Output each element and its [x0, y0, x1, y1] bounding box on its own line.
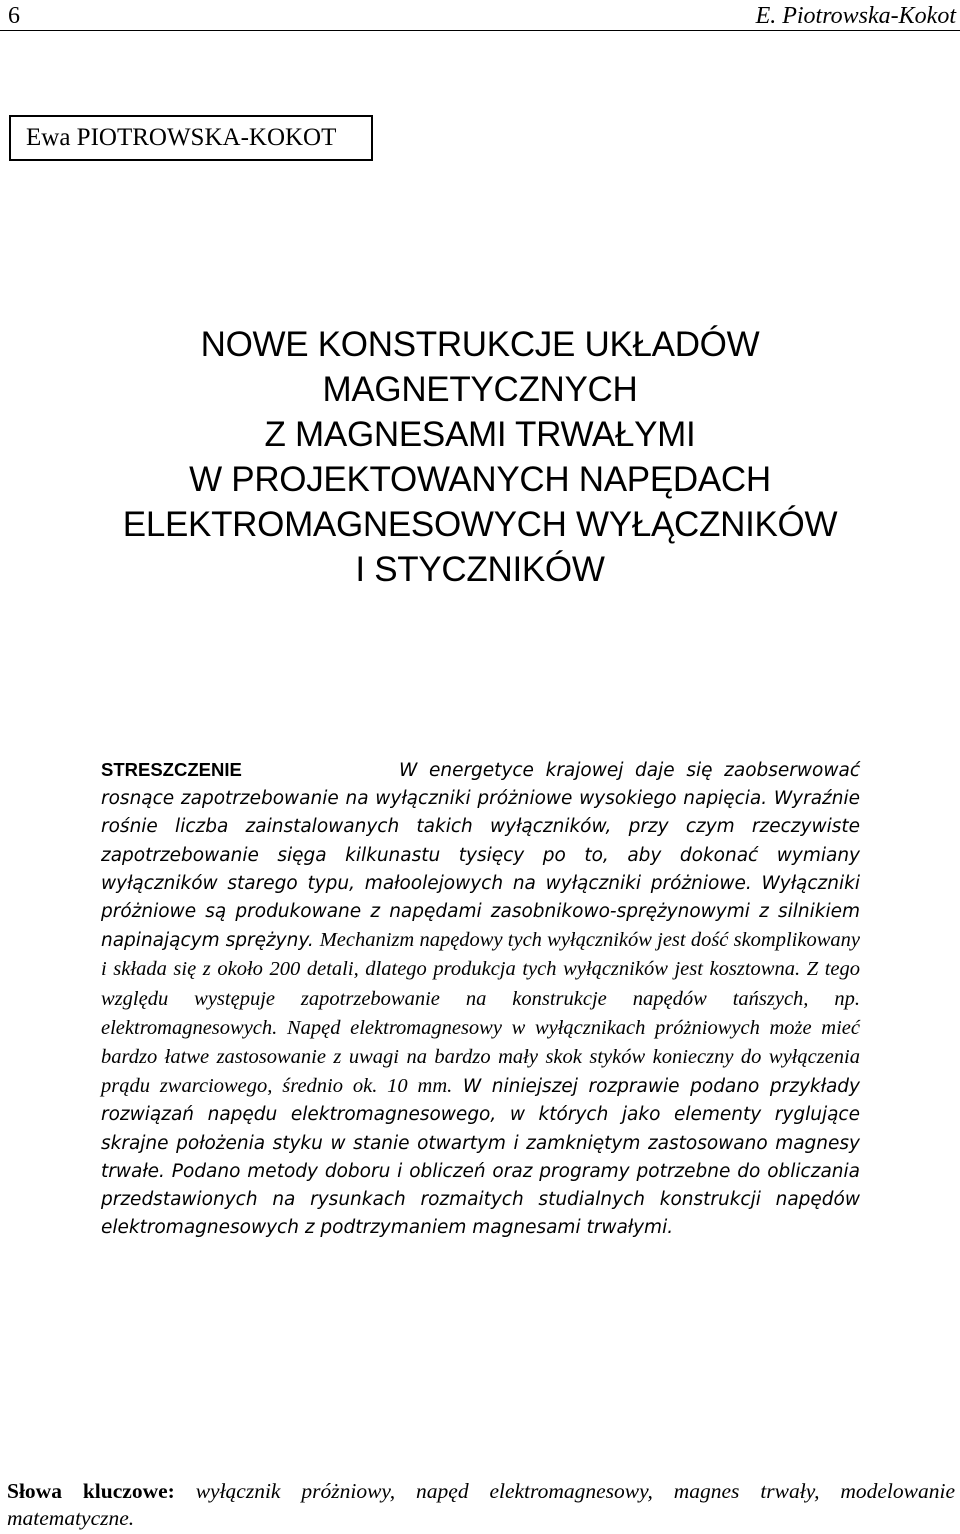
- abstract-text-part3: W niniejszej rozprawie podano przykłady rozwiązań napędu elektromagnesowego, w których jako elementy ryglujące skrajne położenia styku w stanie otwartym i zamkniętym zastosowano magnesy trwałe.: [101, 1076, 860, 1182]
- running-head: E. Piotrowska-Kokot: [755, 3, 956, 29]
- keywords-text: wyłącznik próżniowy, napęd elektromagnesowy, magnes trwały, modelowanie matematyczne.: [7, 1479, 955, 1530]
- title-line: NOWE KONSTRUKCJE UKŁADÓW: [200, 325, 760, 364]
- abstract-text-part1: W energetyce krajowej daje się zaobserwować rosnące zapotrzebowanie na wyłączniki próżniowe wysokiego napięcia. Wyraźnie rośnie liczba zainstalowanych takich wyłączników, przy czym rzeczywiste zapotrzebowanie sięga kilkunastu tysięcy po to, aby dokonać wymiany wyłączników starego typu, małoolejowych na wyłączniki próżniowe. Wyłączniki próżniowe są produkowane z napędami zasobnikowo-sprężynowymi z silnikiem napinającym sprężyny.: [101, 760, 860, 952]
- abstract-label: STRESZCZENIE: [101, 759, 242, 780]
- title-line: ELEKTROMAGNESOWYCH WYŁĄCZNIKÓW: [122, 505, 838, 544]
- title-line: MAGNETYCZNYCH: [322, 370, 638, 409]
- page-number: 6: [8, 3, 20, 29]
- page-header: [0, 0, 960, 30]
- abstract-text-part4: Podano metody doboru i obliczeń oraz programy potrzebne do obliczania przedstawionych na rysunkach rozmaitych studialnych konstrukcji napędów elektromagnesowych z podtrzymaniem magnesami trwałymi.: [101, 1160, 860, 1239]
- paper-title: [0, 322, 960, 592]
- keywords: [7, 1478, 955, 1532]
- abstract: [101, 756, 860, 1242]
- header-rule: [0, 30, 960, 31]
- title-line: Z MAGNESAMI TRWAŁYMI: [264, 415, 696, 454]
- abstract-text-part2: Mechanizm napędowy tych wyłączników jest dość skomplikowany i składa się z około 200 detali, dlatego produkcja tych wyłączników jest kosztowna. Z tego względu występuje zapotrzebowanie na konstrukcje napędów tańszych, np. elektromagnesowych. Napęd elektromagnesowy w wyłącznikach próżniowych może mieć bardzo łatwe zastosowanie z uwagi na bardzo mały skok styków konieczny do wyłączenia prądu zwarciowego, średnio ok. 10 mm.: [101, 929, 861, 1098]
- keywords-label: Słowa kluczowe:: [7, 1479, 175, 1503]
- title-line: I STYCZNIKÓW: [355, 550, 605, 589]
- title-line: W PROJEKTOWANYCH NAPĘDACH: [189, 460, 771, 499]
- author-box: Ewa PIOTROWSKA-KOKOT: [9, 115, 373, 161]
